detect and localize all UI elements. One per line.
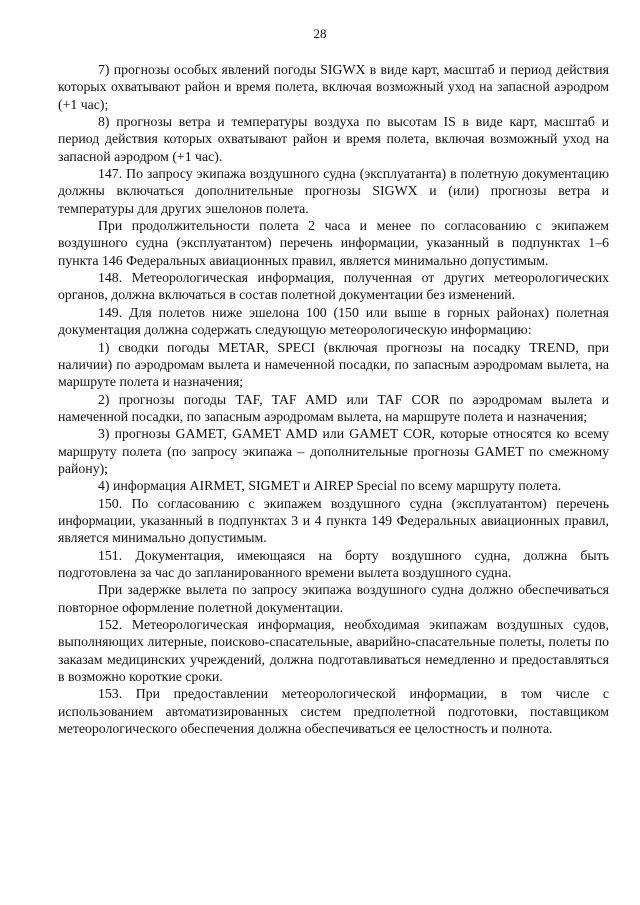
paragraph-149: 149. Для полетов ниже эшелона 100 (150 или выше в горных районах) полетная документация должна содержать следующую метеорологическую информацию: bbox=[58, 304, 609, 338]
paragraph-150: 150. По согласованию с экипажем воздушного судна (эксплуатантом) перечень информации, указанный в подпунктах 3 и 4 пункта 149 Федеральных авиационных правил, является минимально допустимым. bbox=[58, 495, 609, 546]
paragraph-152: 152. Метеорологическая информация, необходимая экипажам воздушных судов, выполняющих литерные, поисково-спасательные, аварийно-спасательные полеты, полеты по заказам медицинских учреждений, должна подготавливаться немедленно и предоставляться в возможно короткие сроки. bbox=[58, 617, 609, 685]
paragraph-149-item-4: 4) информация AIRMET, SIGMET и AIREP Special по всему маршруту полета. bbox=[98, 478, 562, 494]
document-body bbox=[58, 61, 609, 737]
paragraph-item-7: 7) прогнозы особых явлений погоды SIGWX в виде карт, масштаб и период действия которых охватывают район и время полета, включая возможный уход на запасной аэродром (+1 час); bbox=[58, 62, 609, 112]
paragraph-153: 153. При предоставлении метеорологической информации, в том числе с использованием автоматизированных систем предполетной подготовки, поставщиком метеорологического обеспечения должна обеспечиваться ее целостность и полнота. bbox=[58, 686, 609, 737]
paragraph-151-delay: При задержке вылета по запросу экипажа воздушного судна должно обеспечиваться повторное оформление полетной документации. bbox=[58, 582, 609, 615]
paragraph-149-item-3: 3) прогнозы GAMET, GAMET AMD или GAMET COR, которые относятся ко всему маршруту полета (по запросу экипажа – дополнительные прогнозы GAMET по смежному району); bbox=[58, 426, 609, 476]
paragraph-item-8: 8) прогнозы ветра и температуры воздуха по высотам IS в виде карт, масштаб и период действия которых охватывают район и время полета, включая возможный уход на запасной аэродром (+1 час). bbox=[58, 114, 609, 164]
paragraph-151: 151. Документация, имеющаяся на борту воздушного судна, должна быть подготовлена за час до запланированного времени вылета воздушного судна. bbox=[58, 547, 609, 580]
paragraph-148: 148. Метеорологическая информация, полученная от других метеорологических органов, должна включаться в состав полетной документации без изменений. bbox=[58, 270, 609, 303]
paragraph-149-item-1: 1) сводки погоды METAR, SPECI (включая прогнозы на посадку TREND, при наличии) по аэродромам вылета и намеченной посадки, по запасным аэродромам вылета, на маршруте полета и назначения; bbox=[58, 339, 609, 390]
paragraph-147-duration: При продолжительности полета 2 часа и менее по согласованию с экипажем воздушного судна (эксплуатантом) перечень информации, указанный в подпунктах 1–6 пункта 146 Федеральных авиационных правил, является минимально допустимым. bbox=[58, 218, 609, 268]
paragraph-149-item-2: 2) прогнозы погоды TAF, TAF AMD или TAF COR по аэродромам вылета и намеченной посадки, по запасным аэродромам вылета, на маршруте полета и назначения; bbox=[58, 391, 609, 424]
page-number: 28 bbox=[313, 26, 327, 41]
paragraph-147: 147. По запросу экипажа воздушного судна (эксплуатанта) в полетную документацию должны включаться дополнительные прогнозы SIGWX и (или) прогнозы ветра и температуры для других эшелонов полета. bbox=[58, 166, 609, 216]
